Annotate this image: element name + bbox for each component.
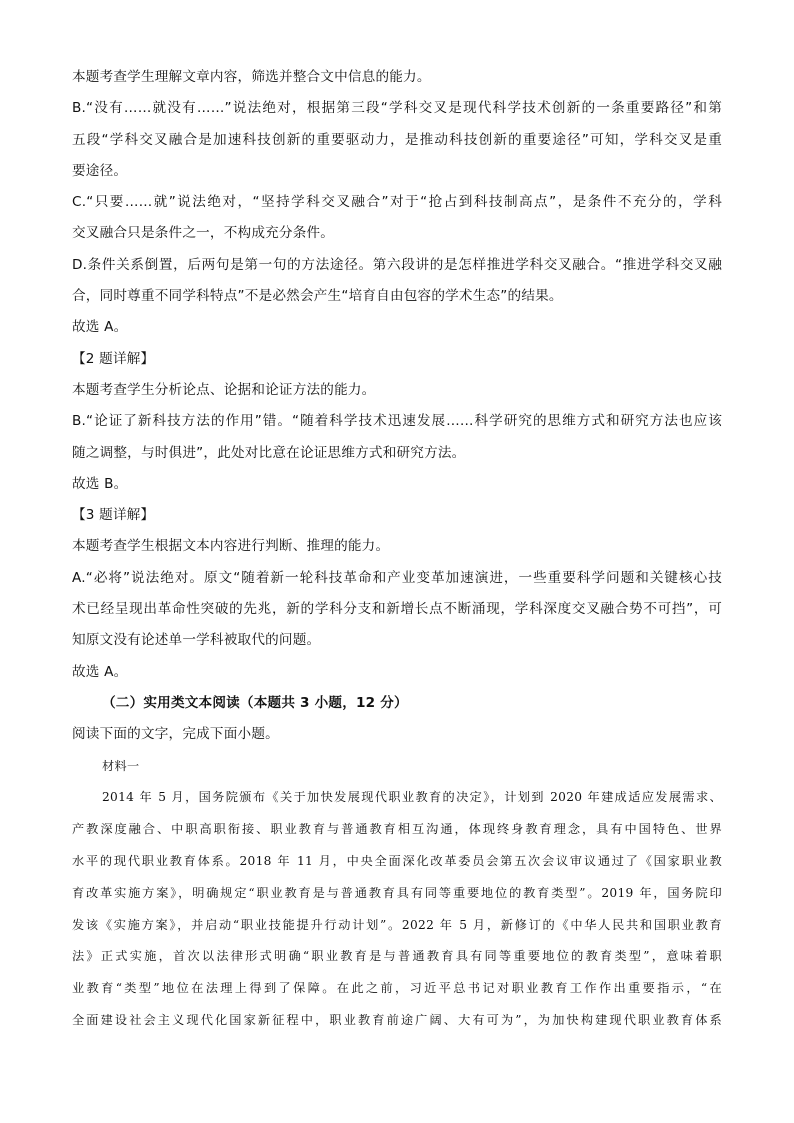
material-line: 水平的现代职业教育体系。2018 年 11 月，中央全面深化改革委员会第五次会议审议通过了《国家职业教 (72, 853, 722, 868)
text-line: 故选 B。 (72, 475, 128, 492)
material-line: 育改革实施方案》，明确规定“职业教育是与普通教育具有同等重要地位的教育类型”。2019 年，国务院印 (72, 885, 722, 900)
material-label: 材料一 (102, 758, 140, 773)
text-line: 本题考查学生根据文本内容进行判断、推理的能力。 (72, 538, 390, 555)
text-line: D.条件关系倒置，后两句是第一句的方法途径。第六段讲的是怎样推进学科交叉融合。“推进学科交叉融 (72, 256, 722, 273)
material-line: 业教育“类型”地位在法理上得到了保障。在此之前，习近平总书记对职业教育工作作出重要指示，“在 (72, 981, 722, 996)
text-line: 交叉融合只是条件之一，不构成充分条件。 (72, 225, 335, 242)
text-line: 随之调整，与时俱进”，此处对比意在论证思维方式和研究方法。 (72, 444, 466, 461)
material-line: 产教深度融合、中职高职衔接、职业教育与普通教育相互沟通，体现终身教育理念，具有中国特色、世界 (72, 822, 722, 837)
instruction-line: 阅读下面的文字，完成下面小题。 (72, 726, 279, 743)
text-line: 知原文没有论述单一学科被取代的问题。 (72, 632, 321, 649)
text-line: 本题考查学生分析论点、论据和论证方法的能力。 (72, 381, 376, 398)
material-line: 2014 年 5 月，国务院颁布《关于加快发展现代职业教育的决定》，计划到 2020 年建成适应发展需求、 (102, 790, 722, 805)
text-line: 要途径。 (72, 162, 128, 179)
text-line: 本题考查学生理解文章内容，筛选并整合文中信息的能力。 (72, 69, 431, 85)
section-heading: （二）实用类文本阅读（本题共 3 小题，12 分） (102, 694, 408, 711)
document-page (72, 62, 722, 1037)
material-line: 法》正式实施，首次以法律形式明确“职业教育是与普通教育具有同等重要地位的教育类型”，意味着职 (72, 949, 722, 964)
material-line: 全面建设社会主义现代化国家新征程中，职业教育前途广阔、大有可为”，为加快构建现代职业教育体系 (72, 1012, 722, 1027)
text-line: 故选 A。 (72, 663, 128, 680)
text-line: 故选 A。 (72, 319, 128, 336)
material-line: 发该《实施方案》，并启动“职业技能提升行动计划”。2022 年 5 月，新修订的《中华人民共和国职业教育 (72, 917, 722, 932)
text-line: 五段“学科交叉融合是加速科技创新的重要驱动力，是推动科技创新的重要途径”可知，学科交叉是重 (72, 131, 722, 148)
text-line: C.“只要……就”说法绝对，“坚持学科交叉融合”对于“抢占到科技制高点”，是条件不充分的，学科 (72, 194, 722, 211)
text-line: 合，同时尊重不同学科特点”不是必然会产生“培育自由包容的学术生态”的结果。 (72, 288, 563, 305)
text-line: A.“必将”说法绝对。原文“随着新一轮科技革命和产业变革加速演进，一些重要科学问题和关键核心技 (72, 569, 722, 586)
question-detail-heading: 【2 题详解】 (72, 350, 155, 367)
question-detail-heading: 【3 题详解】 (72, 507, 155, 524)
text-line: B.“论证了新科技方法的作用”错。“随着科学技术迅速发展……科学研究的思维方式和研究方法也应该 (72, 413, 722, 430)
text-line: 术已经呈现出革命性突破的先兆，新的学科分支和新增长点不断涌现，学科深度交叉融合势不可挡”，可 (72, 601, 722, 618)
text-line: B.“没有……就没有……”说法绝对，根据第三段“学科交叉是现代科学技术创新的一条重要路径”和第 (72, 100, 722, 117)
